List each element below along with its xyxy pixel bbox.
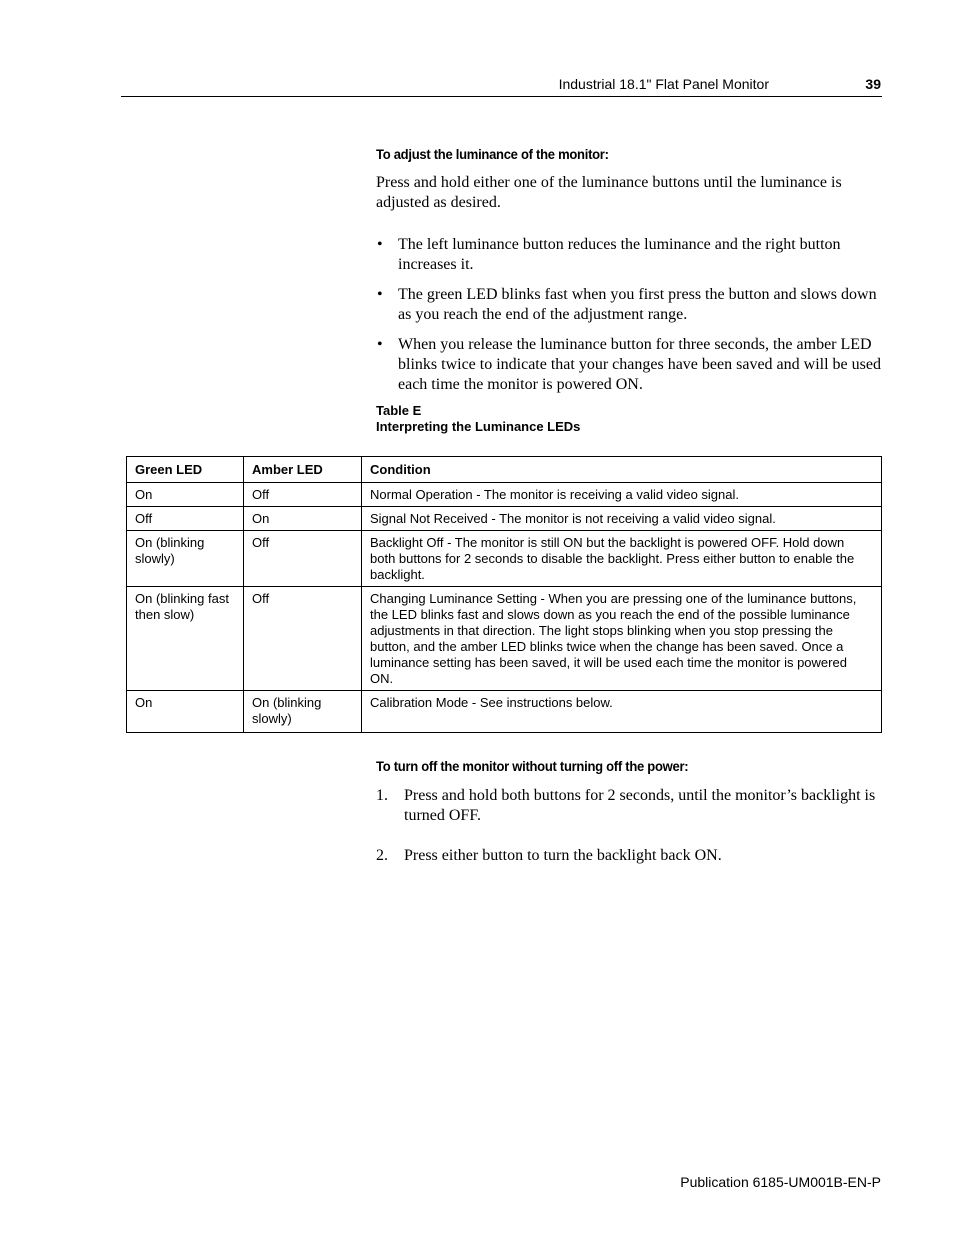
cell-green-led: On [127,483,244,507]
bullet-text: The left luminance button reduces the luminance and the right button increases it. [398,236,841,273]
table-caption [376,403,882,435]
cell-condition: Backlight Off - The monitor is still ON but the backlight is powered OFF. Hold down both buttons for 2 seconds to disable the backlight. Press either button to enable the backlight. [362,531,882,587]
section-adjust-luminance [376,146,882,405]
cell-amber-led: Off [244,483,362,507]
page-number: 39 [865,76,881,92]
list-item [376,335,882,395]
bullet-icon: • [377,336,383,353]
step-text: Press either button to turn the backlight back ON. [404,847,722,864]
step-number: 2. [376,847,388,864]
section-heading-turn-off-monitor: To turn off the monitor without turning off the power: [376,758,689,774]
bullet-text: The green LED blinks fast when you first press the button and slows down as you reach the end of the adjustment range. [398,286,877,323]
cell-condition: Calibration Mode - See instructions below. [362,691,882,733]
table-row [127,531,882,587]
table-row [127,483,882,507]
table-header-row [127,457,882,483]
cell-amber-led: On [244,507,362,531]
cell-condition: Normal Operation - The monitor is receiving a valid video signal. [362,483,882,507]
steps-list [376,786,882,866]
step-number: 1. [376,787,388,804]
table-row [127,587,882,691]
table-row [127,691,882,733]
cell-amber-led: Off [244,587,362,691]
column-header-green-led: Green LED [127,457,244,483]
cell-amber-led: On (blinking slowly) [244,691,362,733]
page-header [121,76,882,97]
cell-green-led: On (blinking fast then slow) [127,587,244,691]
list-item [376,846,882,866]
bullet-icon: • [377,286,383,303]
intro-paragraph: Press and hold either one of the luminance buttons until the luminance is adjusted as desired. [376,174,842,211]
cell-green-led: Off [127,507,244,531]
table-caption-title: Interpreting the Luminance LEDs [376,419,581,434]
step-text: Press and hold both buttons for 2 seconds, until the monitor’s backlight is turned OFF. [404,787,876,824]
cell-green-led: On [127,691,244,733]
cell-green-led: On (blinking slowly) [127,531,244,587]
section-turn-off-monitor [376,758,882,886]
bullet-text: When you release the luminance button for three seconds, the amber LED blinks twice to indicate that your changes have been saved and will be used each time the monitor is powered ON. [398,336,881,393]
table-row [127,507,882,531]
cell-amber-led: Off [244,531,362,587]
column-header-amber-led: Amber LED [244,457,362,483]
header-title: Industrial 18.1" Flat Panel Monitor [558,76,769,92]
bullet-icon: • [377,236,383,253]
publication-footer: Publication 6185-UM001B-EN-P [680,1174,881,1190]
list-item [376,786,882,826]
cell-condition: Changing Luminance Setting - When you are pressing one of the luminance buttons, the LED blinks fast and slows down as you reach the end of the possible luminance adjustments in that direction. The light stops blinking when you stop pressing the button, and the amber LED blinks twice when the change has been saved. Once a luminance setting has been saved, it will be used each time the monitor is powered ON. [362,587,882,691]
column-header-condition: Condition [362,457,882,483]
luminance-led-table [126,456,882,733]
list-item [376,285,882,325]
bullet-list [376,235,882,395]
table-caption-label: Table E [376,403,422,418]
list-item [376,235,882,275]
cell-condition: Signal Not Received - The monitor is not receiving a valid video signal. [362,507,882,531]
section-heading-adjust-luminance: To adjust the luminance of the monitor: [376,146,609,162]
